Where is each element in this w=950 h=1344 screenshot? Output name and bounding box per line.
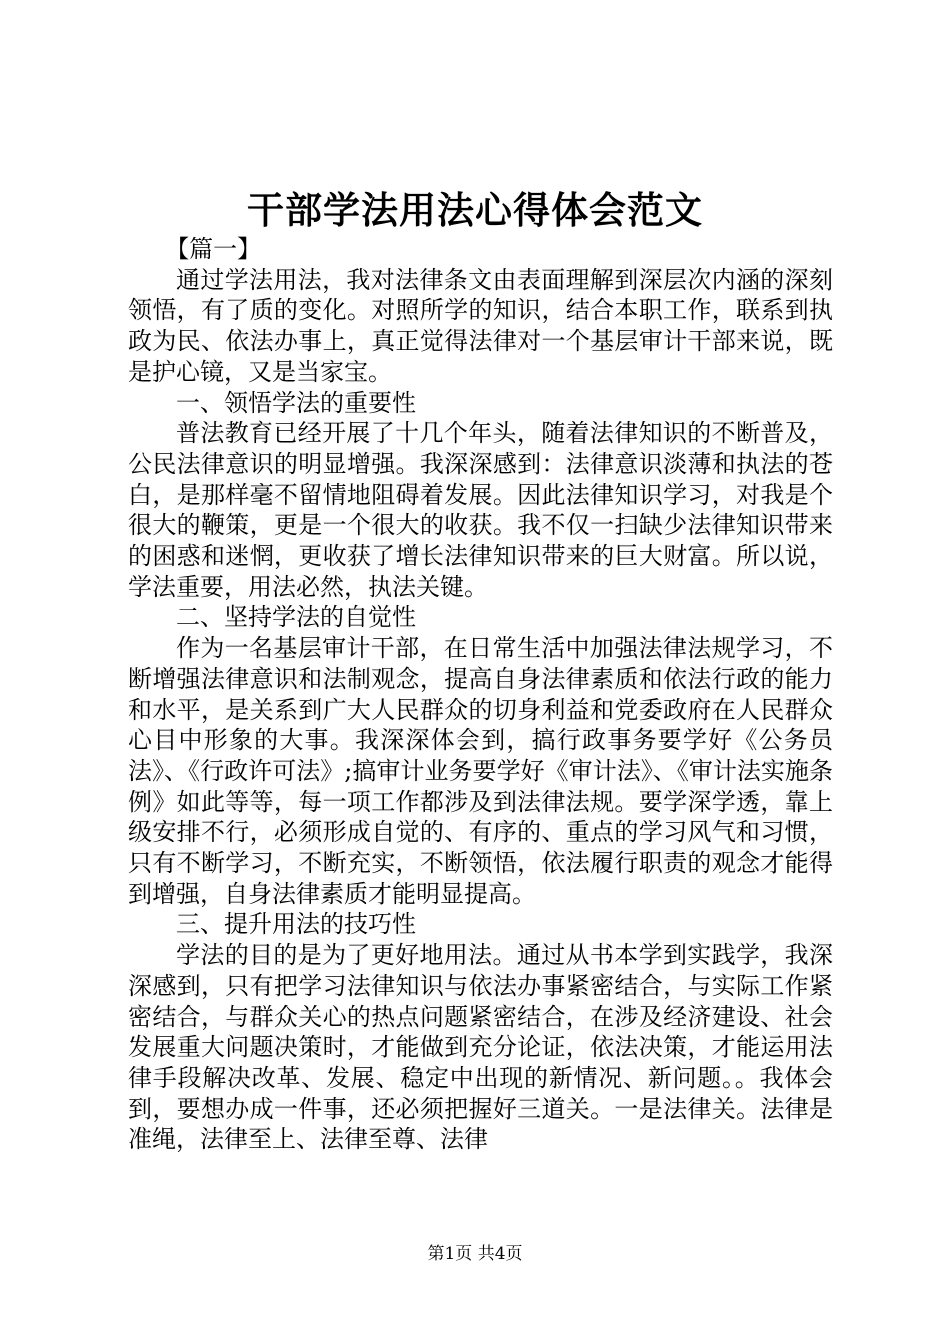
document-body — [128, 234, 833, 1155]
heading-1: 一、领悟学法的重要性 — [176, 388, 416, 417]
paragraph-3: 学法的目的是为了更好地用法。通过从书本学到实践学，我深深感到，只有把学习法律知识与依法办事紧密结合，与实际工作紧密结合，与群众关心的热点问题紧密结合，在涉及经济建设、社会发展重大问题决策时，才能做到充分论证，依法决策，才能运用法律手段解决改革、发展、稳定中出现的新情况、新问题。。我体会到，要想办成一件事，还必须把握好三道关。一是法律关。法律是准绳，法律至上、法律至尊、法律 — [128, 941, 833, 1154]
page-footer: 第1页 共4页 — [427, 1244, 523, 1264]
heading-3: 三、提升用法的技巧性 — [176, 910, 416, 939]
document-title: 干部学法用法心得体会范文 — [247, 188, 703, 232]
section-label: 【篇一】 — [165, 235, 262, 263]
paragraph-intro: 通过学法用法，我对法律条文由表面理解到深层次内涵的深刻领悟，有了质的变化。对照所学的知识，结合本职工作，联系到执政为民、依法办事上，真正觉得法律对一个基层审计干部来说，既是护心镜，又是当家宝。 — [128, 265, 833, 386]
paragraph-2: 作为一名基层审计干部，在日常生活中加强法律法规学习，不断增强法律意识和法制观念，提高自身法律素质和依法行政的能力和水平，是关系到广大人民群众的切身利益和党委政府在人民群众心目中形象的大事。我深深体会到，搞行政事务要学好《公务员法》、《行政许可法》;搞审计业务要学好《审计法》、《审计法实施条例》如此等等，每一项工作都涉及到法律法规。要学深学透，靠上级安排不行，必须形成自觉的、有序的、重点的学习风气和习惯，只有不断学习，不断充实，不断领悟，依法履行职责的观念才能得到增强，自身法律素质才能明显提高。 — [128, 634, 833, 908]
heading-2: 二、坚持学法的自觉性 — [176, 603, 416, 632]
paragraph-1: 普法教育已经开展了十几个年头，随着法律知识的不断普及，公民法律意识的明显增强。我深深感到：法律意识淡薄和执法的苍白，是那样毫不留情地阻碍着发展。因此法律知识学习，对我是个很大的鞭策，更是一个很大的收获。我不仅一扫缺少法律知识带来的困惑和迷惘，更收获了增长法律知识带来的巨大财富。所以说，学法重要，用法必然，执法关键。 — [128, 419, 833, 601]
